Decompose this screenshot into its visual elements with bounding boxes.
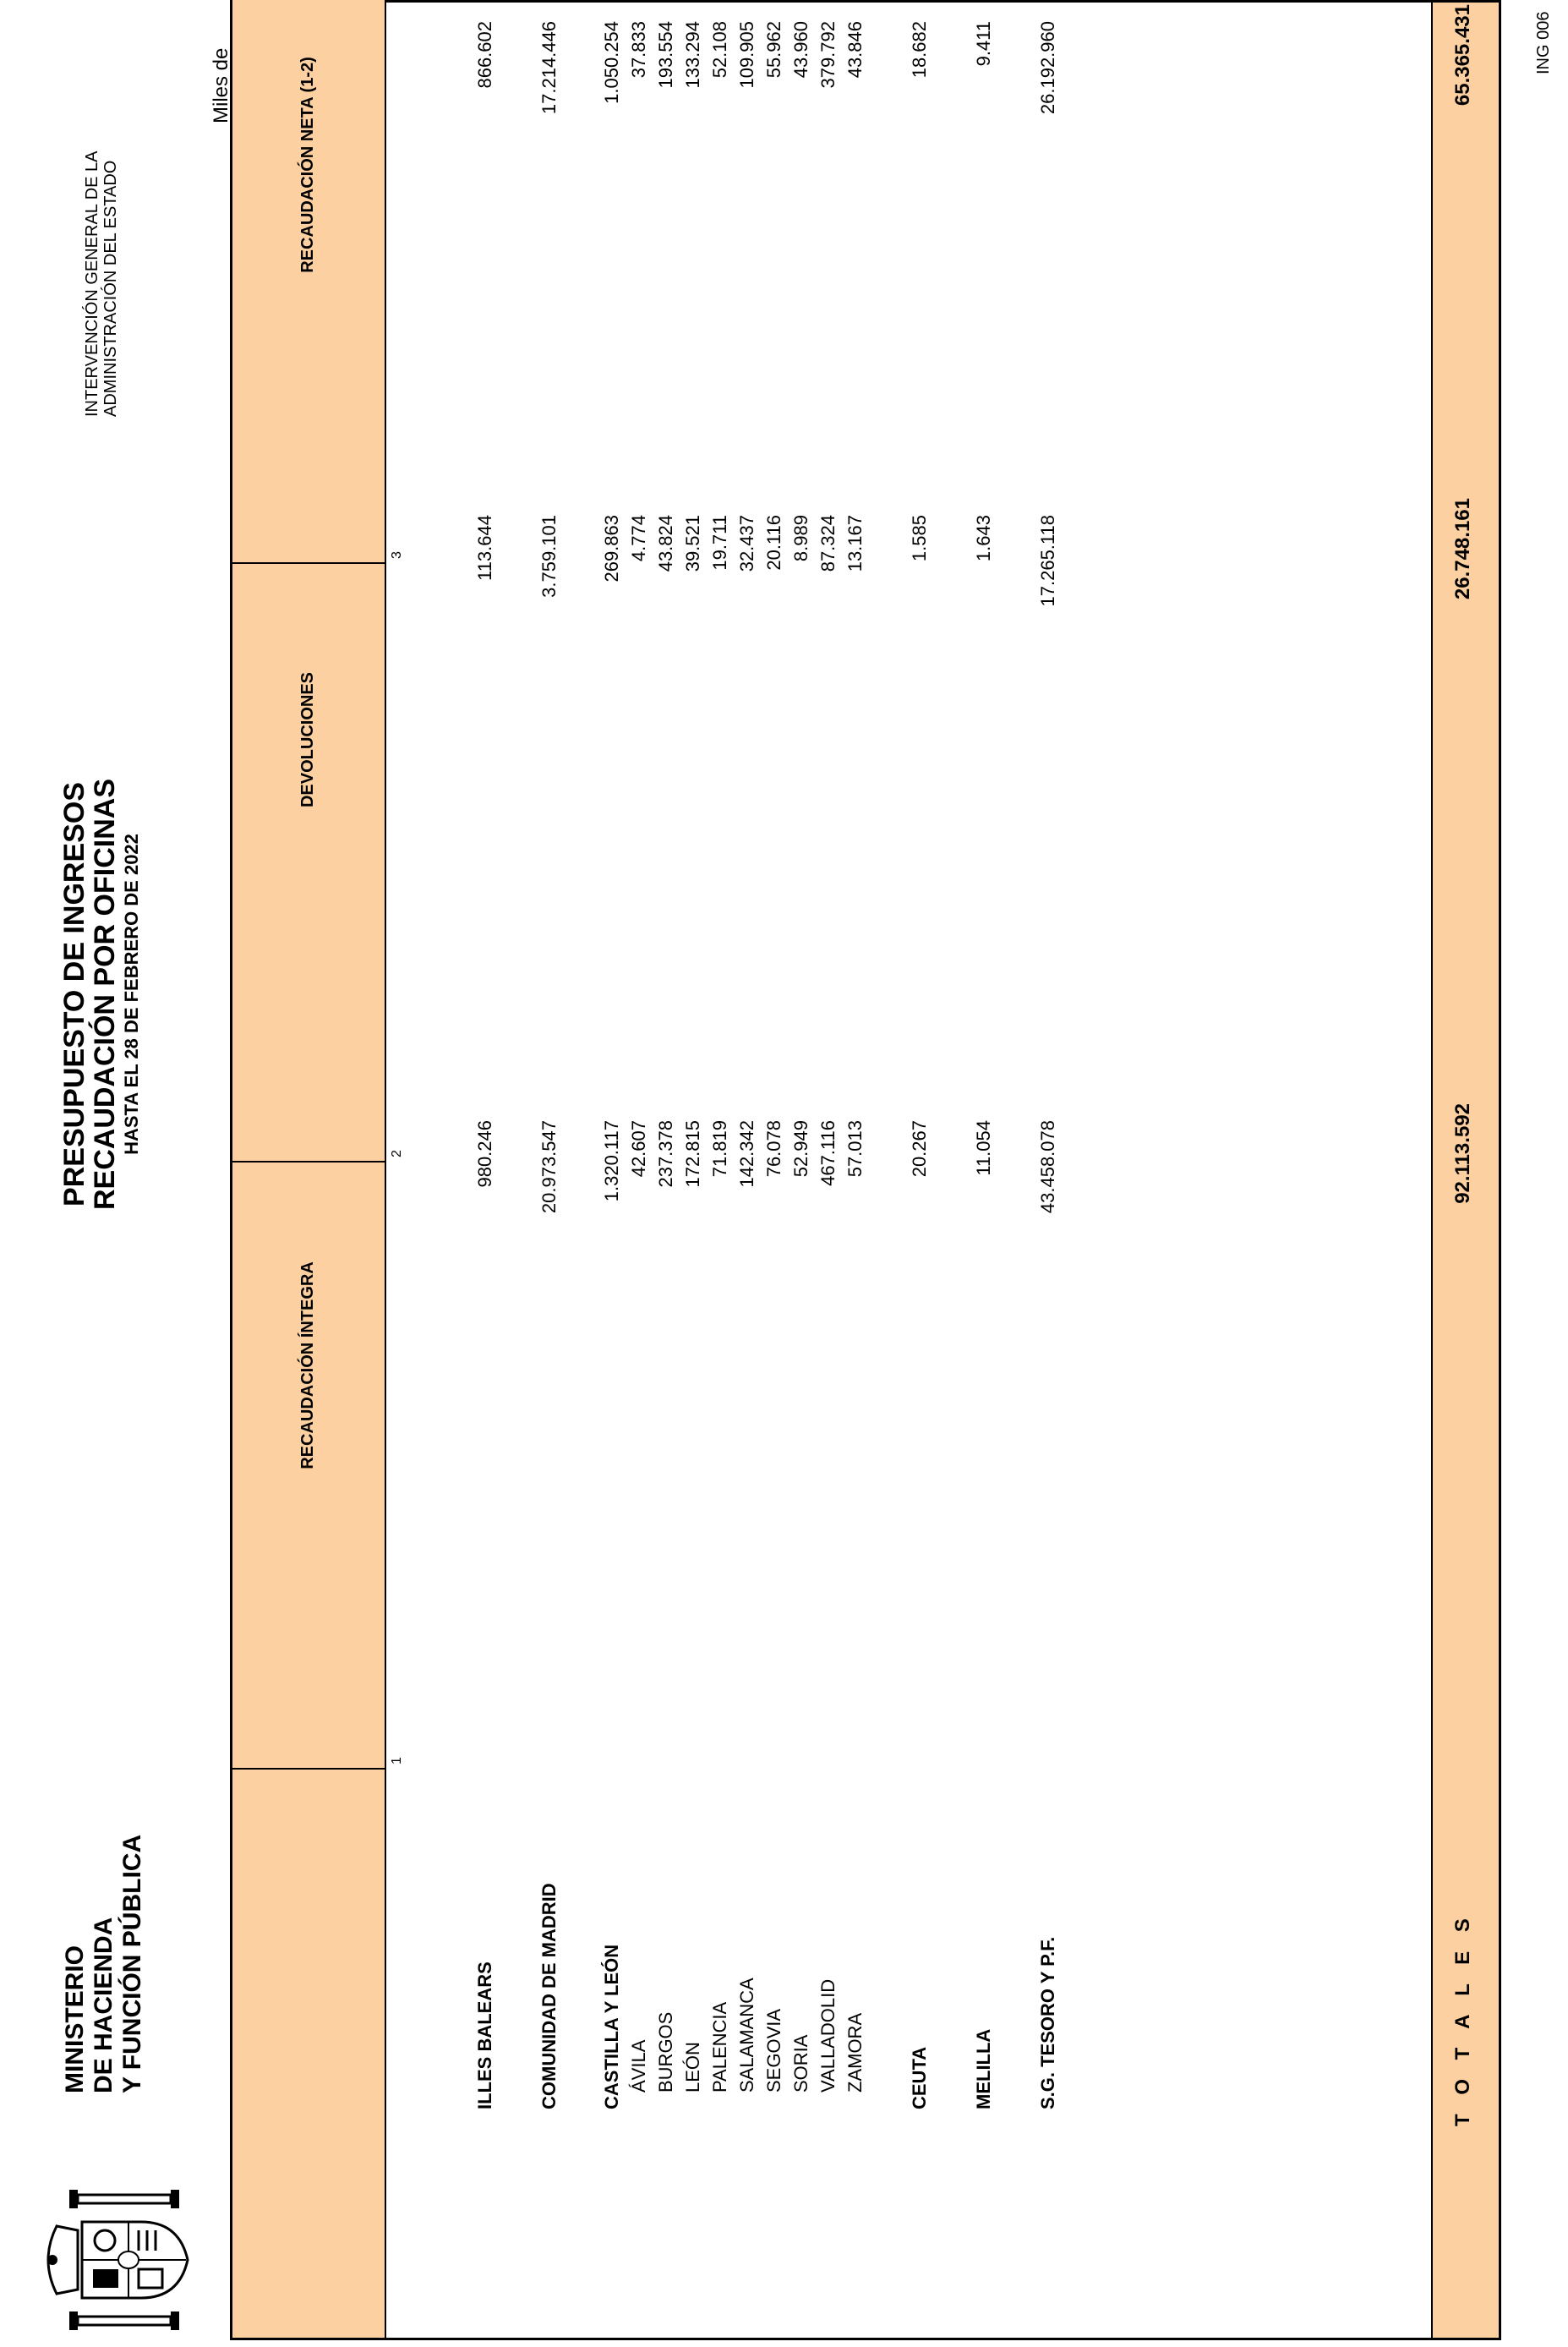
row-label: ZAMORA <box>844 2012 866 2093</box>
row-label: CASTILLA Y LEÓN <box>601 1944 622 2109</box>
row-value: 1.050.254 <box>601 21 622 104</box>
total-devoluciones: 26.748.161 <box>1451 498 1474 600</box>
row-value: 26.192.960 <box>1037 21 1058 115</box>
row-value: 20.116 <box>763 515 784 571</box>
row-value: 39.521 <box>682 515 703 572</box>
form-code: ING 006 <box>1534 11 1553 74</box>
report-date: HASTA EL 28 DE FEBRERO DE 2022 <box>121 834 142 1155</box>
row-label: SALAMANCA <box>736 1978 757 2093</box>
row-value: 42.607 <box>628 1120 649 1178</box>
row-value: 866.602 <box>474 21 495 89</box>
row-value: 32.437 <box>736 515 757 572</box>
row-label: VALLADOLID <box>817 1978 839 2093</box>
row-value: 109.905 <box>736 21 757 89</box>
col-head-integra: RECAUDACIÓN ÍNTEGRA <box>298 1261 317 1469</box>
row-value: 55.962 <box>763 21 784 79</box>
coat-of-arms-icon <box>44 2188 196 2332</box>
totals-label: T O T A L E S <box>1451 1912 1474 2126</box>
row-value: 1.643 <box>973 515 994 562</box>
row-value: 8.989 <box>790 515 811 562</box>
row-value: 193.554 <box>655 21 676 89</box>
report-title-block <box>59 487 144 1502</box>
row-value: 19.711 <box>709 515 730 571</box>
row-value: 57.013 <box>844 1120 866 1178</box>
row-label: CEUTA <box>909 2046 930 2109</box>
row-label: PALENCIA <box>709 2001 730 2093</box>
col-head-devoluciones: DEVOLUCIONES <box>298 671 317 808</box>
col-num-2: 2 <box>390 1150 404 1157</box>
row-value: 269.863 <box>601 515 622 583</box>
row-value: 17.265.118 <box>1037 515 1058 607</box>
row-label: BURGOS <box>655 2011 676 2093</box>
units-label: Miles de <box>210 47 232 123</box>
row-value: 13.167 <box>844 515 866 572</box>
row-value: 9.411 <box>973 21 994 67</box>
row-label: COMUNIDAD DE MADRID <box>538 1883 560 2109</box>
row-value: 43.960 <box>790 21 811 79</box>
column-divider <box>232 1161 385 1163</box>
row-value: 467.116 <box>817 1120 839 1186</box>
revenue-table <box>230 0 1501 2340</box>
row-value: 379.792 <box>817 21 839 89</box>
row-value: 43.824 <box>655 515 676 572</box>
row-value: 142.342 <box>736 1120 757 1188</box>
row-value: 11.054 <box>973 1120 994 1176</box>
row-value: 71.819 <box>709 1120 730 1178</box>
total-integra: 92.113.592 <box>1451 1103 1474 1204</box>
row-value: 4.774 <box>628 515 649 562</box>
row-value: 20.973.547 <box>538 1120 560 1214</box>
header-divider <box>385 3 386 2338</box>
row-value: 20.267 <box>909 1120 930 1178</box>
row-value: 1.320.117 <box>601 1120 622 1202</box>
row-value: 43.846 <box>844 21 866 79</box>
row-value: 3.759.101 <box>538 515 560 598</box>
row-value: 52.108 <box>709 21 730 79</box>
row-value: 237.378 <box>655 1120 676 1188</box>
row-value: 172.815 <box>682 1120 703 1188</box>
row-value: 980.246 <box>474 1120 495 1188</box>
col-num-1: 1 <box>390 1757 404 1764</box>
row-value: 76.078 <box>763 1120 784 1178</box>
row-value: 133.294 <box>682 21 703 89</box>
col-head-neta: RECAUDACIÓN NETA (1-2) <box>298 57 317 273</box>
row-label: MELILLA <box>973 2028 994 2109</box>
row-value: 17.214.446 <box>538 21 560 115</box>
row-value: 52.949 <box>790 1120 811 1178</box>
row-label: ILLES BALEARS <box>474 1961 495 2109</box>
igae-label: INTERVENCIÓN GENERAL DE LA ADMINISTRACIÓN DEL ESTADO <box>83 150 120 417</box>
row-value: 43.458.078 <box>1037 1120 1058 1214</box>
totals-row <box>1431 3 1499 2338</box>
header-band <box>232 0 385 2338</box>
report-subtitle: RECAUDACIÓN POR OFICINAS <box>89 778 121 1211</box>
row-value: 1.585 <box>909 515 930 562</box>
row-value: 113.644 <box>474 515 495 581</box>
row-label: LEÓN <box>682 2042 703 2093</box>
row-label: SEGOVIA <box>763 2008 784 2093</box>
row-value: 37.833 <box>628 21 649 79</box>
column-divider <box>232 1768 385 1770</box>
col-num-3: 3 <box>390 551 404 559</box>
row-label: S.G. TESORO Y P.F. <box>1037 1936 1058 2109</box>
ministry-name: MINISTERIO DE HACIENDA Y FUNCIÓN PÚBLICA <box>61 1834 146 2093</box>
total-neta: 65.365.431 <box>1451 4 1474 107</box>
row-value: 87.324 <box>817 515 839 572</box>
row-value: 18.682 <box>909 21 930 79</box>
row-label: ÁVILA <box>628 2039 649 2093</box>
report-title: PRESUPUESTO DE INGRESOS <box>58 782 90 1206</box>
column-divider <box>232 562 385 564</box>
row-label: SORIA <box>790 2034 811 2093</box>
